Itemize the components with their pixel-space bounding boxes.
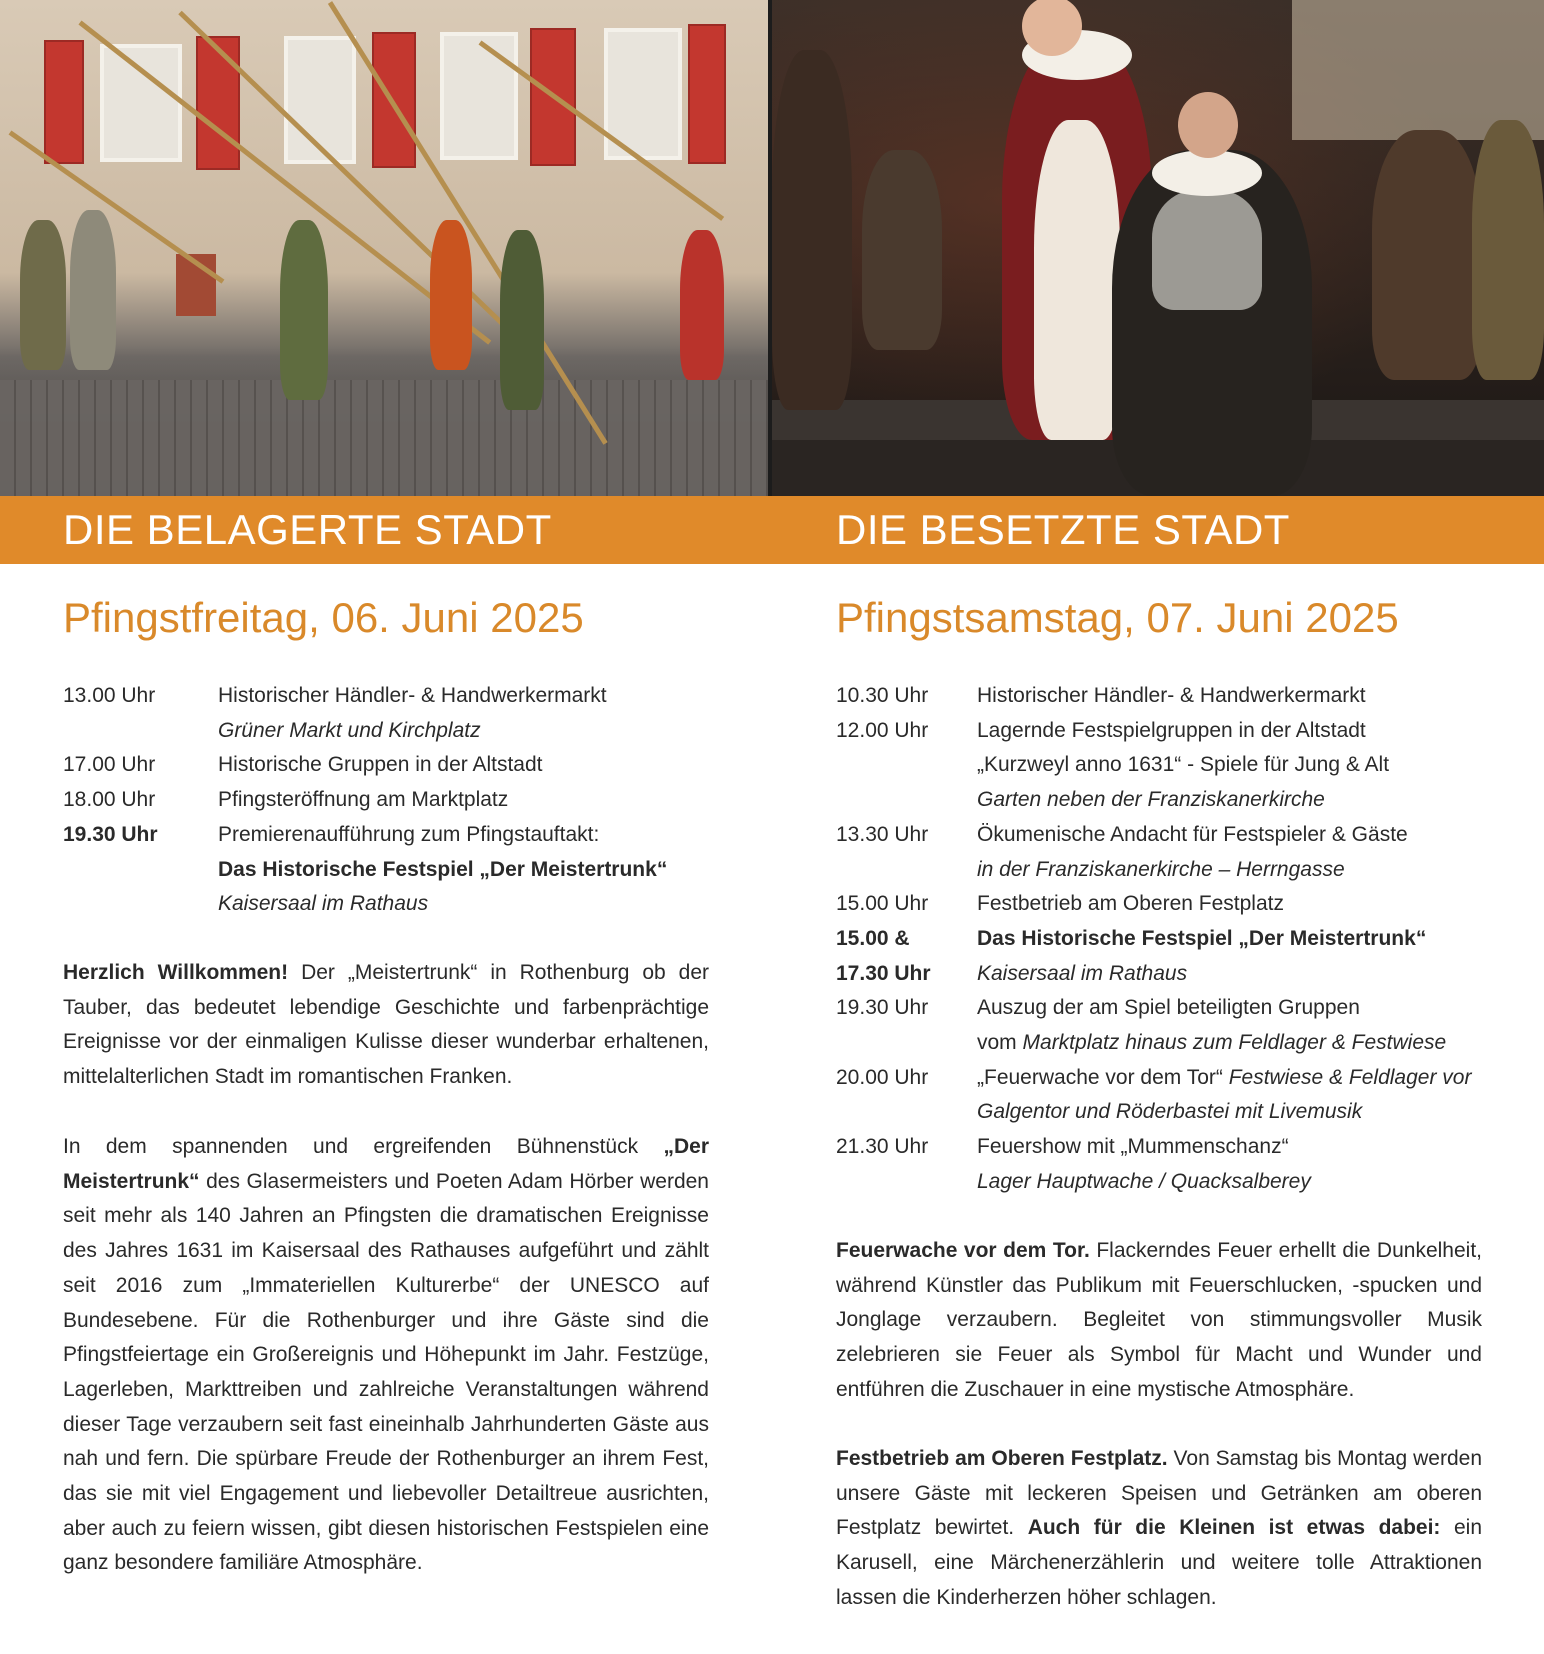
schedule-description: Grüner Markt und Kirchplatz — [218, 718, 481, 742]
schedule-description — [977, 1061, 1471, 1096]
schedule-time — [836, 748, 977, 783]
feuerwache-text: Flackerndes Feuer erhellt die Dunkelheit, während Künstler das Publikum mit Feuerschlucken, -spucken und Jonglage verzaubern. Begleitet von stimmungsvoller Musik zelebrieren sie Feuer als Symbol für Macht und Wunder und entführen die Zuschauer in eine mystische Atmosphäre. — [836, 1239, 1482, 1401]
schedule-row — [63, 783, 713, 818]
meistertrunk-text-b: des Glasermeisters und Poeten Adam Hörber werden seit mehr als 140 Jahren an Pfingsten die dramatischen Ereignisse des Jahres 1631 im Kaisersaal des Rathauses aufgeführt und zählt seit 2016 zum „Immateriellen Kulturerbe“ der UNESCO auf Bundesebene. Für die Rothenburger und ihre Gäste sind die Pfingstfeiertage ein Großereignis und Höhepunkt im Jahr. Festzüge, Lagerleben, Markttreiben und zahlreiche Veranstaltungen während dieser Tage verzaubern seit fast eineinhalb Jahrhunderten Gäste aus nah und fern. Die spürbare Freude der Rothenburger an ihrem Fest, das sie mit viel Engagement und liebevoller Detailtreue ausrichten, aber auch zu feiern wissen, gibt diesen historischen Festspielen eine ganz besondere familiäre Atmosphäre. — [63, 1169, 709, 1575]
schedule-description: Kaisersaal im Rathaus — [218, 892, 429, 916]
festbetrieb-text-b: ein Karusell, eine Märchenerzählerin und weitere tolle Attraktionen lassen die Kinderherzen höher schlagen. — [836, 1516, 1483, 1609]
schedule-time: 15.00 Uhr — [836, 892, 929, 916]
schedule-time — [836, 853, 977, 888]
festbetrieb-lead: Festbetrieb am Oberen Festplatz. — [836, 1447, 1168, 1470]
left-welcome-paragraph — [63, 956, 709, 1095]
schedule-description: „Kurzweyl anno 1631“ - Spiele für Jung & Alt — [977, 753, 1390, 777]
schedule-time — [836, 1165, 977, 1200]
schedule-time — [836, 783, 977, 818]
schedule-description: Pfingsteröffnung am Marktplatz — [218, 788, 509, 812]
schedule-description: Festbetrieb am Oberen Festplatz — [977, 892, 1284, 916]
schedule-description: Historischer Händler- & Handwerkermarkt — [977, 684, 1366, 707]
feuerwache-lead: Feuerwache vor dem Tor. — [836, 1239, 1090, 1262]
schedule-row — [63, 853, 713, 888]
right-date-title: Pfingstsamstag, 07. Juni 2025 — [836, 594, 1399, 641]
festbetrieb-text-a: Von Samstag bis Montag werden unsere Gäste mit leckeren Speisen und Getränken am oberen Festplatz bewirtet. — [836, 1447, 1483, 1540]
schedule-time: 15.00 & — [836, 926, 910, 950]
photo-stage-play — [772, 0, 1544, 496]
schedule-description: Premierenaufführung zum Pfingstauftakt: — [218, 822, 600, 846]
schedule-description: Lagernde Festspielgruppen in der Altstadt — [977, 718, 1366, 742]
schedule-time: 10.30 Uhr — [836, 684, 929, 707]
meistertrunk-title: „Der Meistertrunk“ — [63, 1135, 709, 1193]
schedule-row — [63, 887, 713, 922]
right-feuerwache-paragraph — [836, 1234, 1482, 1408]
welcome-lead: Herzlich Willkommen! — [63, 961, 289, 984]
schedule-description-plain: „Feuerwache vor dem Tor“ — [977, 1065, 1229, 1089]
schedule-time: 13.00 Uhr — [63, 684, 156, 707]
schedule-row — [836, 783, 1496, 818]
schedule-description: Das Historische Festspiel „Der Meistertrunk“ — [218, 857, 668, 881]
schedule-description: Lager Hauptwache / Quacksalberey — [977, 1169, 1311, 1193]
schedule-row — [836, 818, 1496, 853]
schedule-description-plain: vom — [977, 1031, 1023, 1055]
schedule-row — [836, 922, 1496, 957]
schedule-description: Ökumenische Andacht für Festspieler & Gäste — [977, 822, 1408, 846]
schedule-row — [836, 1095, 1496, 1130]
schedule-description: Historische Gruppen in der Altstadt — [218, 753, 543, 777]
schedule-row — [836, 853, 1496, 888]
schedule-time: 12.00 Uhr — [836, 718, 929, 742]
schedule-row — [836, 957, 1496, 992]
schedule-row — [836, 714, 1496, 749]
left-schedule — [63, 679, 713, 922]
schedule-row — [836, 1165, 1496, 1200]
meistertrunk-text-a: In dem spannenden und ergreifenden Bühnenstück — [63, 1135, 664, 1158]
schedule-description: Auszug der am Spiel beteiligten Gruppen — [977, 996, 1360, 1020]
schedule-time — [836, 1026, 977, 1061]
schedule-description: Feuershow mit „Mummenschanz“ — [977, 1135, 1289, 1159]
right-festbetrieb-paragraph — [836, 1442, 1482, 1616]
schedule-time: 18.00 Uhr — [63, 788, 156, 812]
schedule-row — [836, 748, 1496, 783]
schedule-time: 19.30 Uhr — [836, 996, 929, 1020]
schedule-time: 19.30 Uhr — [63, 822, 158, 846]
schedule-description-location: Marktplatz hinaus zum Feldlager & Festwiese — [1022, 1031, 1447, 1055]
left-date-title: Pfingstfreitag, 06. Juni 2025 — [63, 594, 584, 641]
schedule-row — [836, 1061, 1496, 1096]
schedule-row — [63, 714, 713, 749]
right-heading: DIE BESETZTE STADT — [836, 506, 1290, 553]
schedule-time — [63, 853, 218, 888]
schedule-row — [836, 679, 1496, 714]
schedule-description: Das Historische Festspiel „Der Meistertrunk“ — [977, 926, 1427, 950]
schedule-time: 17.30 Uhr — [836, 961, 931, 985]
schedule-description: in der Franziskanerkirche – Herrngasse — [977, 857, 1345, 881]
schedule-description: Garten neben der Franziskanerkirche — [977, 788, 1325, 812]
schedule-row — [836, 1026, 1496, 1061]
schedule-description: Kaisersaal im Rathaus — [977, 961, 1188, 985]
schedule-row — [836, 887, 1496, 922]
photo-parade-pikemen — [0, 0, 768, 496]
schedule-time — [836, 1095, 977, 1130]
schedule-time: 21.30 Uhr — [836, 1135, 929, 1159]
schedule-row — [836, 1130, 1496, 1165]
left-heading: DIE BELAGERTE STADT — [63, 506, 552, 553]
kinder-lead: Auch für die Kleinen ist etwas dabei: — [1027, 1516, 1441, 1540]
schedule-description: Galgentor und Röderbastei mit Livemusik — [977, 1100, 1363, 1124]
schedule-description — [977, 1026, 1446, 1061]
right-schedule — [836, 679, 1496, 1200]
schedule-time: 17.00 Uhr — [63, 753, 156, 777]
welcome-text: Der „Meistertrunk“ in Rothenburg ob der Tauber, das bedeutet lebendige Geschichte und farbenprächtige Ereignisse vor der einmaligen Kulisse dieser wunderbar erhaltenen, mittelalterlichen Stadt im romantischen Franken. — [63, 961, 709, 1089]
schedule-row — [63, 679, 713, 714]
schedule-time: 20.00 Uhr — [836, 1065, 929, 1089]
schedule-time — [63, 714, 218, 749]
schedule-row — [836, 991, 1496, 1026]
schedule-description-location: Festwiese & Feldlager vor — [1228, 1065, 1472, 1089]
schedule-time: 13.30 Uhr — [836, 822, 929, 846]
schedule-row — [63, 748, 713, 783]
left-meistertrunk-paragraph — [63, 1130, 709, 1581]
schedule-description: Historischer Händler- & Handwerkermarkt — [218, 684, 607, 707]
schedule-row — [63, 818, 713, 853]
schedule-time — [63, 887, 218, 922]
